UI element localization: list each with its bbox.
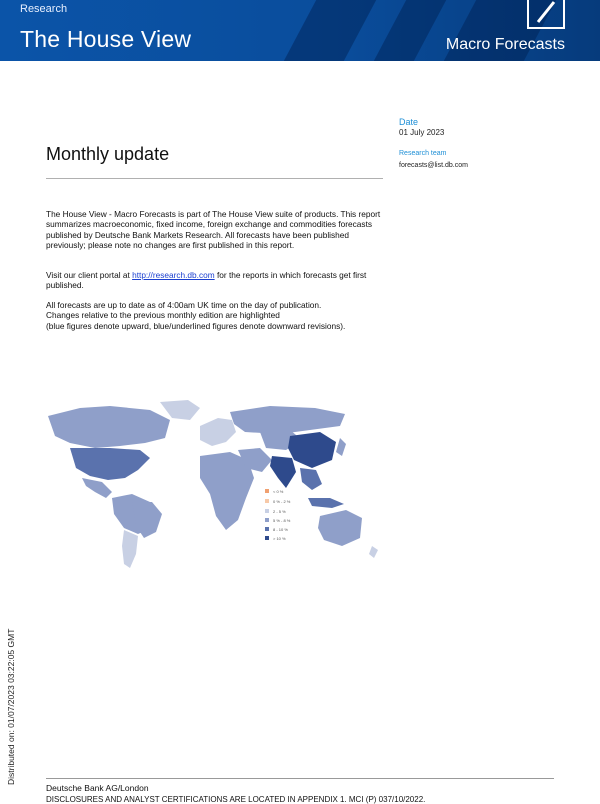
legend-label-5: 8 - 10 % — [273, 527, 288, 532]
distribution-stamp: Distributed on: 01/07/2023 03:22:05 GMT — [6, 628, 16, 785]
portal-text-before: Visit our client portal at — [46, 270, 133, 280]
intro-text: The House View - Macro Forecasts is part of The House View suite of products. This report summarizes macroeconomic, fixed income, foreign exchange and commodities forecasts published by Deutsche Bank Markets Research. All forecasts have been published previously; please note no changes are first published in this report. — [46, 209, 381, 251]
map-mexico — [82, 478, 112, 498]
map-china — [288, 432, 336, 468]
legend-label-6: > 10 % — [273, 536, 286, 541]
title-divider — [46, 178, 383, 179]
date-label: Date — [399, 117, 419, 127]
map-legend — [265, 489, 291, 541]
legend-swatch-3 — [265, 509, 269, 513]
map-russia — [230, 406, 345, 434]
banner-stripe — [374, 0, 446, 61]
research-team-email[interactable]: forecasts@list.db.com — [399, 162, 468, 169]
legend-swatch-2 — [265, 499, 269, 503]
date-value: 01 July 2023 — [399, 128, 445, 137]
map-greenland — [160, 400, 200, 420]
legend-swatch-6 — [265, 536, 269, 540]
header-banner — [0, 0, 600, 61]
legend-swatch-5 — [265, 527, 269, 531]
portal-paragraph — [46, 270, 386, 291]
legend-swatch-4 — [265, 518, 269, 522]
research-team-label: Research team — [399, 150, 447, 157]
update-line-3: (blue figures denote upward, blue/underlined figures denote downward revisions). — [46, 320, 346, 331]
legend-label-4: 5 % - 8 % — [273, 518, 291, 523]
footer-divider — [46, 778, 554, 779]
map-europe — [200, 418, 236, 446]
publication-title: Macro Forecasts — [445, 36, 565, 53]
series-title: The House View — [20, 26, 192, 52]
map-usa — [70, 448, 150, 480]
portal-text — [46, 270, 386, 291]
map-new-zealand — [369, 546, 378, 558]
page-title: Monthly update — [46, 144, 170, 164]
world-map — [40, 398, 385, 573]
update-line-2: Changes relative to the previous monthly edition are highlighted — [46, 310, 280, 321]
footer-disclosure: DISCLOSURES AND ANALYST CERTIFICATIONS ARE LOCATED IN APPENDIX 1. MCI (P) 037/10/2022. — [46, 795, 426, 804]
legend-swatch-1 — [265, 489, 269, 493]
map-australia — [318, 510, 362, 546]
map-southeast-asia — [300, 468, 322, 490]
research-portal-link[interactable]: http://research.db.com — [132, 270, 215, 280]
section-label: Research — [20, 3, 68, 15]
legend-label-2: 0 % - 2 % — [273, 499, 291, 504]
legend-label-1: < 0 % — [273, 489, 284, 494]
map-canada — [48, 406, 170, 448]
deutsche-bank-logo-icon — [527, 0, 565, 29]
banner-stripe — [284, 0, 376, 61]
map-japan — [336, 438, 346, 456]
map-argentina — [122, 530, 138, 568]
update-paragraph — [46, 300, 391, 331]
intro-paragraph — [46, 209, 386, 251]
portal-text-after: for the reports in which forecasts get first published. — [46, 270, 367, 291]
legend-label-3: 2 - 5 % — [273, 509, 286, 514]
map-india — [270, 456, 296, 488]
map-indonesia — [308, 498, 344, 508]
update-line-1: All forecasts are up to date as of 4:00am UK time on the day of publication. — [46, 300, 322, 310]
footer-entity: Deutsche Bank AG/London — [46, 783, 149, 793]
